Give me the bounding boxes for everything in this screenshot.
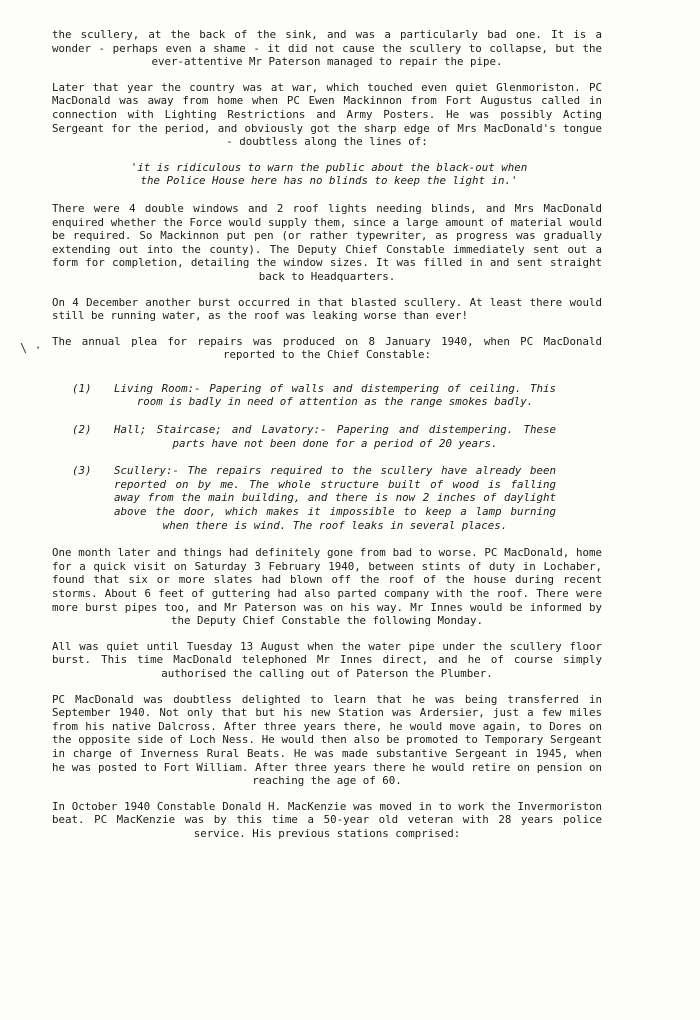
paragraph-war-lighting: Later that year the country was at war, which touched even quiet Glenmoriston. PC MacDonald was away from home when PC Ewen Mackinnon from Fort Augustus called in connection with Lighting Restrictions and Army Posters. He was possibly Acting Sergeant for the period, and obviously got the sharp edge of Mrs MacDonald's tongue - doubtless along the lines of: (52, 80, 602, 149)
list-item (52, 423, 602, 450)
paragraph-scullery-pipe: the scullery, at the back of the sink, and was a particularly bad one. It is a wonder - perhaps even a shame - it did not cause the scullery to collapse, but the ever-attentive Mr Paterson managed to repair the pipe. (52, 28, 602, 69)
paragraph-mackenzie: In October 1940 Constable Donald H. MacKenzie was moved in to work the Invermoriston beat. PC MacKenzie was by this time a 50-year old veteran with 28 years police service. His previous stations comprised: (52, 799, 602, 840)
margin-pencil-mark: \ · (20, 341, 42, 355)
paragraph-annual-plea: The annual plea for repairs was produced on 8 January 1940, when PC MacDonald reported to the Chief Constable: (52, 334, 602, 362)
block-quote-blackout: 'it is ridiculous to warn the public about the black-out when the Police House here has no blinds to keep the light in.' (130, 160, 528, 188)
repairs-list (52, 382, 602, 532)
paragraph-blinds: There were 4 double windows and 2 roof lights needing blinds, and Mrs MacDonald enquired whether the Force would supply them, since a large amount of material would be required. So Mackinnon put pen (or rather typewriter, as progress was gradually extending out into the county). The Deputy Chief Constable immediately sent out a form for completion, detailing the window sizes. It was filled in and sent straight back to Headquarters. (52, 201, 602, 283)
paragraph-august-burst: All was quiet until Tuesday 13 August when the water pipe under the scullery floor burst. This time MacDonald telephoned Mr Innes direct, and he of course simply authorised the calling out of Paterson the Plumber. (52, 639, 602, 680)
paragraph-december-burst: On 4 December another burst occurred in that blasted scullery. At least there would still be running water, as the roof was leaking worse than ever! (52, 295, 602, 323)
list-item-number: (3) (72, 464, 92, 478)
list-item (52, 464, 602, 532)
paragraph-february-storm: One month later and things had definitely gone from bad to worse. PC MacDonald, home for a quick visit on Saturday 3 February 1940, between stints of duty in Lochaber, found that six or more slates had blown off the roof of the house during recent storms. About 6 feet of guttering had also parted company with the roof. There were more burst pipes too, and Mr Paterson was on his way. Mr Innes would be informed by the Deputy Chief Constable the following Monday. (52, 546, 602, 628)
list-item-number: (1) (72, 381, 92, 395)
list-item (52, 382, 602, 409)
paragraph-transfer: PC MacDonald was doubtless delighted to learn that he was being transferred in September 1940. Not only that but his new Station was Ardersier, just a few miles from his native Dalcross. After three years there, he would move again, to Dores on the opposite side of Loch Ness. He would then also be promoted to Temporary Sergeant in charge of Inverness Rural Beats. He was made substantive Sergeant in 1945, when he was posted to Fort William. After three years there he would retire on pension on reaching the age of 60. (52, 692, 602, 788)
list-item-text: Scullery:- The repairs required to the scullery have already been reported on by me. The whole structure built of wood is falling away from the main building, and there is now 2 inches of daylight above the door, which makes it impossible to keep a lamp burning when there is wind. The roof leaks in several places. (114, 464, 556, 532)
list-item-text: Living Room:- Papering of walls and distempering of ceiling. This room is badly in need of attention as the range smokes badly. (114, 381, 556, 409)
list-item-text: Hall; Staircase; and Lavatory:- Papering and distempering. These parts have not been done for a period of 20 years. (114, 423, 556, 450)
list-item-number: (2) (72, 423, 92, 437)
